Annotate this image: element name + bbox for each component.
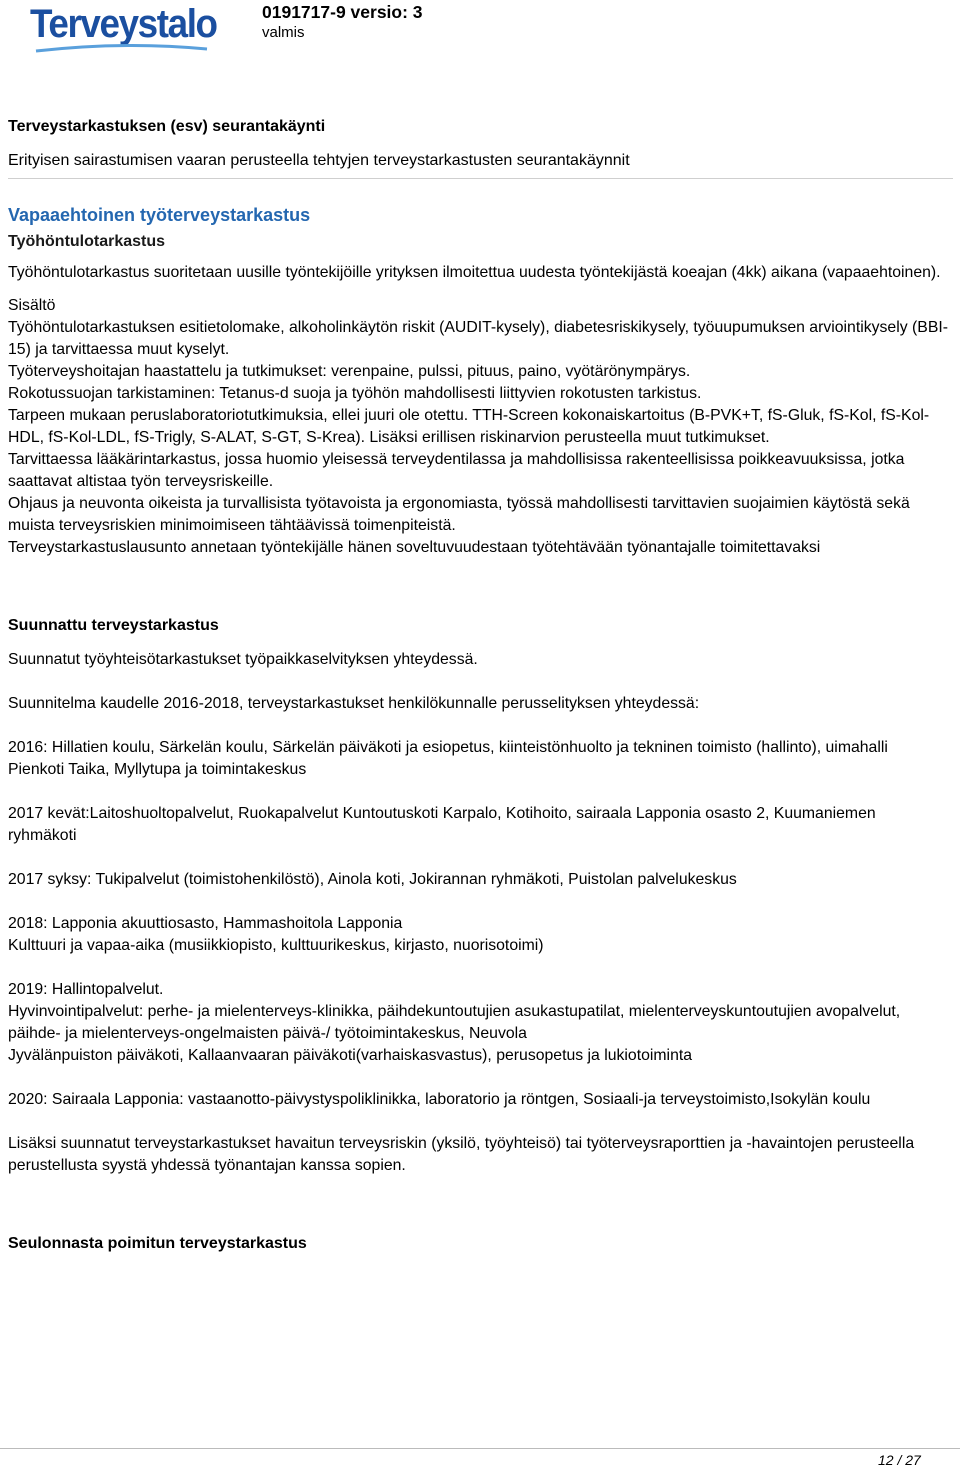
section-title-vapaaehtoinen: Vapaaehtoinen työterveystarkastus (8, 205, 311, 225)
content-label: Sisältö (8, 297, 56, 314)
year-2019-cont: Hyvinvointipalvelut: perhe- ja mielenterveys-klinikka, päihdekuntoutujien asukastupatilat, mielenterveyskuntoutujien avopalvelut, päihde- ja mielenterveys-ongelmaisten päivä-/ työtoimintakeskus, Neuvola (8, 1003, 901, 1042)
year-2017-autumn: 2017 syksy: Tukipalvelut (toimistohenkilöstö), Ainola koti, Jokirannan ryhmäkoti, Puistolan palvelukeskus (8, 871, 737, 888)
section-title-esv: Terveystarkastuksen (esv) seurantakäynti (8, 118, 326, 135)
year-2020: 2020: Sairaala Lapponia: vastaanotto-päivystyspoliklinikka, laboratorio ja röntgen, Sosiaali-ja terveystoimisto,Isokylän koulu (8, 1091, 871, 1108)
content-line: Ohjaus ja neuvonta oikeista ja turvallisista työtavoista ja ergonomiasta, työssä mahdollisesti tarvittavien suojaimien käytöstä sekä muista terveysriskien minimoimiseen tähtäävissä toimenpiteistä. (8, 495, 910, 534)
content-line: Työhöntulotarkastuksen esitietolomake, alkoholinkäytön riskit (AUDIT-kysely), diabetesriskikysely, työuupumuksen arviointikysely (BBI-15) ja tarvittaessa muut kyselyt. (8, 319, 948, 358)
terveystalo-logo: Terveystalo (30, 2, 217, 46)
section-title-seulonta: Seulonnasta poimitun terveystarkastus (8, 1235, 307, 1252)
section-divider (8, 178, 953, 179)
content-line: Rokotussuojan tarkistaminen: Tetanus-d suoja ja työhön mahdollisesti liittyvien rokotusten tarkistus. (8, 385, 702, 402)
content-line: Terveystarkastuslausunto annetaan työntekijälle hänen soveltuvuudestaan työtehtävään työnantajalle toimitettavaksi (8, 539, 821, 556)
year-2018-cont: Kulttuuri ja vapaa-aika (musiikkiopisto, kulttuurikeskus, kirjasto, nuorisotoimi) (8, 937, 544, 954)
logo-swoosh-icon (34, 43, 209, 53)
document-id: 0191717-9 versio: 3 (262, 2, 423, 22)
subheading-tyohontulotarkastus: Työhöntulotarkastus (8, 233, 166, 250)
section-title-suunnattu: Suunnattu terveystarkastus (8, 617, 219, 634)
year-2019: 2019: Hallintopalvelut. (8, 981, 164, 998)
document-status: valmis (262, 24, 305, 41)
year-2018: 2018: Lapponia akuuttiosasto, Hammashoitola Lapponia (8, 915, 403, 932)
footer-divider (0, 1448, 960, 1449)
content-line: Työterveyshoitajan haastattelu ja tutkimukset: verenpaine, pulssi, pituus, paino, vyötärönympärys. (8, 363, 691, 380)
paragraph-suunnitelma: Suunnitelma kaudelle 2016-2018, terveystarkastukset henkilökunnalle perusselityksen yhteydessä: (8, 695, 700, 712)
paragraph-lisaksi: Lisäksi suunnatut terveystarkastukset havaitun terveysriskin (yksilö, työyhteisö) tai työterveysraporttien ja -havaintojen perusteella perustellusta syystä yhdessä työnantajan kanssa sopien. (8, 1135, 915, 1174)
page-number: 12 / 27 (878, 1452, 921, 1468)
year-2017-spring: 2017 kevät:Laitoshuoltopalvelut, Ruokapalvelut Kuntoutuskoti Karpalo, Kotihoito, sairaala Lapponia osasto 2, Kuumaniemen ryhmäkoti (8, 805, 876, 844)
year-2016-cont: Pienkoti Taika, Myllytupa ja toimintakeskus (8, 761, 307, 778)
content-line: Tarvittaessa lääkärintarkastus, jossa huomio yleisessä terveydentilassa ja mahdollisissa rakenteellisissa poikkeavuuksissa, jotka saattavat altistaa työn terveysriskeille. (8, 451, 905, 490)
year-2016: 2016: Hillatien koulu, Särkelän koulu, Särkelän päiväkoti ja esiopetus, kiinteistönhuolto ja tekninen toimisto (hallinto), uimahalli (8, 739, 888, 756)
year-2019-cont2: Jyvälänpuiston päiväkoti, Kallaanvaaran päiväkoti(varhaiskasvastus), perusopetus ja lukiotoiminta (8, 1047, 693, 1064)
section-subtitle-esv: Erityisen sairastumisen vaaran perusteella tehtyjen terveystarkastusten seurantakäynnit (8, 152, 630, 169)
document-header (0, 0, 960, 60)
paragraph-tyoyhteiso: Suunnatut työyhteisötarkastukset työpaikkaselvityksen yhteydessä. (8, 651, 478, 668)
content-line: Tarpeen mukaan peruslaboratoriotutkimuksia, ellei juuri ole otettu. TTH-Screen kokonaiskartoitus (B-PVK+T, fS-Gluk, fS-Kol, fS-Kol-HDL, fS-Kol-LDL, fS-Trigly, S-ALAT, S-GT, S-Krea). Lisäksi erillisen riskinarvion perusteella muut tutkimukset. (8, 407, 930, 446)
intro-paragraph: Työhöntulotarkastus suoritetaan uusille työntekijöille yrityksen ilmoitettua uudesta työntekijästä koeajan (4kk) aikana (vapaaehtoinen). (8, 264, 941, 281)
document-body (8, 116, 948, 1255)
